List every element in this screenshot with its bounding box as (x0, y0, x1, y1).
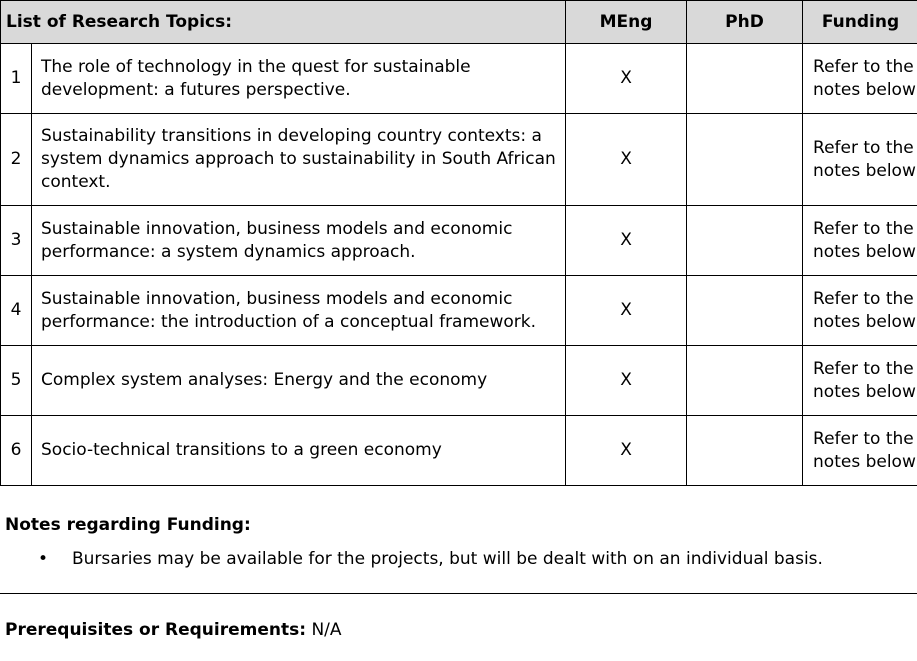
meng-mark: X (566, 416, 687, 486)
row-number: 6 (1, 416, 32, 486)
table-header-row (1, 1, 917, 44)
row-number: 4 (1, 276, 32, 346)
topic-text-line: Socio-technical transitions to a green economy (41, 440, 442, 460)
prerequisites-value: N/A (311, 620, 342, 640)
funding-text-line: Refer to the (813, 428, 914, 449)
header-research-topics: List of Research Topics: (1, 1, 566, 44)
topic-text-line: The role of technology in the quest for sustainable (41, 56, 471, 77)
topic-cell (32, 276, 566, 346)
funding-cell (803, 276, 917, 346)
meng-mark: X (566, 346, 687, 416)
funding-text-line: notes below (813, 160, 916, 181)
table-row (1, 206, 917, 276)
table-row (1, 416, 917, 486)
phd-mark (687, 206, 803, 276)
header-meng: MEng (566, 1, 687, 44)
topic-text-line: development: a futures perspective. (41, 79, 351, 100)
funding-cell (803, 416, 917, 486)
table-row (1, 44, 917, 114)
row-number: 5 (1, 346, 32, 416)
phd-mark (687, 114, 803, 206)
phd-mark (687, 276, 803, 346)
topic-text-line: Sustainable innovation, business models and economic (41, 288, 513, 309)
funding-text-line: notes below (813, 451, 916, 472)
funding-text-line: Refer to the (813, 137, 914, 158)
topic-cell (32, 346, 566, 416)
phd-mark (687, 346, 803, 416)
topic-cell (32, 416, 566, 486)
table-row (1, 276, 917, 346)
funding-cell (803, 206, 917, 276)
funding-cell (803, 114, 917, 206)
topic-text-line: context. (41, 172, 111, 192)
funding-text-line: Refer to the (813, 218, 914, 239)
table-body (1, 44, 917, 486)
funding-notes-heading: Notes regarding Funding: (5, 515, 251, 535)
funding-text-line: notes below (813, 311, 916, 332)
row-number: 1 (1, 44, 32, 114)
header-phd: PhD (687, 1, 803, 44)
funding-text-line: Refer to the (813, 358, 914, 379)
meng-mark: X (566, 114, 687, 206)
topic-text-line: system dynamics approach to sustainability in South African (41, 149, 556, 169)
funding-text-line: notes below (813, 241, 916, 262)
topic-text-line: Sustainable innovation, business models and economic (41, 218, 513, 239)
phd-mark (687, 416, 803, 486)
bullet-icon: • (38, 549, 49, 569)
phd-mark (687, 44, 803, 114)
meng-mark: X (566, 206, 687, 276)
section-divider (0, 593, 917, 594)
funding-text-line: notes below (813, 381, 916, 402)
funding-text-line: Refer to the (813, 288, 914, 309)
topic-text-line: Sustainability transitions in developing country contexts: a (41, 126, 542, 146)
table-row (1, 114, 917, 206)
meng-mark: X (566, 44, 687, 114)
topic-cell (32, 114, 566, 206)
prerequisites-label: Prerequisites or Requirements: (5, 620, 307, 640)
funding-cell (803, 346, 917, 416)
topic-text-line: performance: the introduction of a conceptual framework. (41, 311, 537, 332)
row-number: 3 (1, 206, 32, 276)
table-row (1, 346, 917, 416)
topic-text-line: performance: a system dynamics approach. (41, 241, 416, 262)
funding-note-item: Bursaries may be available for the projects, but will be dealt with on an individual basis. (72, 549, 823, 569)
prerequisites-line (5, 620, 342, 640)
topic-text-line: Complex system analyses: Energy and the economy (41, 370, 488, 390)
row-number: 2 (1, 114, 32, 206)
funding-cell (803, 44, 917, 114)
topic-cell (32, 206, 566, 276)
topic-cell (32, 44, 566, 114)
funding-text-line: Refer to the (813, 56, 914, 77)
meng-mark: X (566, 276, 687, 346)
header-funding: Funding (803, 1, 917, 44)
funding-text-line: notes below (813, 79, 916, 100)
